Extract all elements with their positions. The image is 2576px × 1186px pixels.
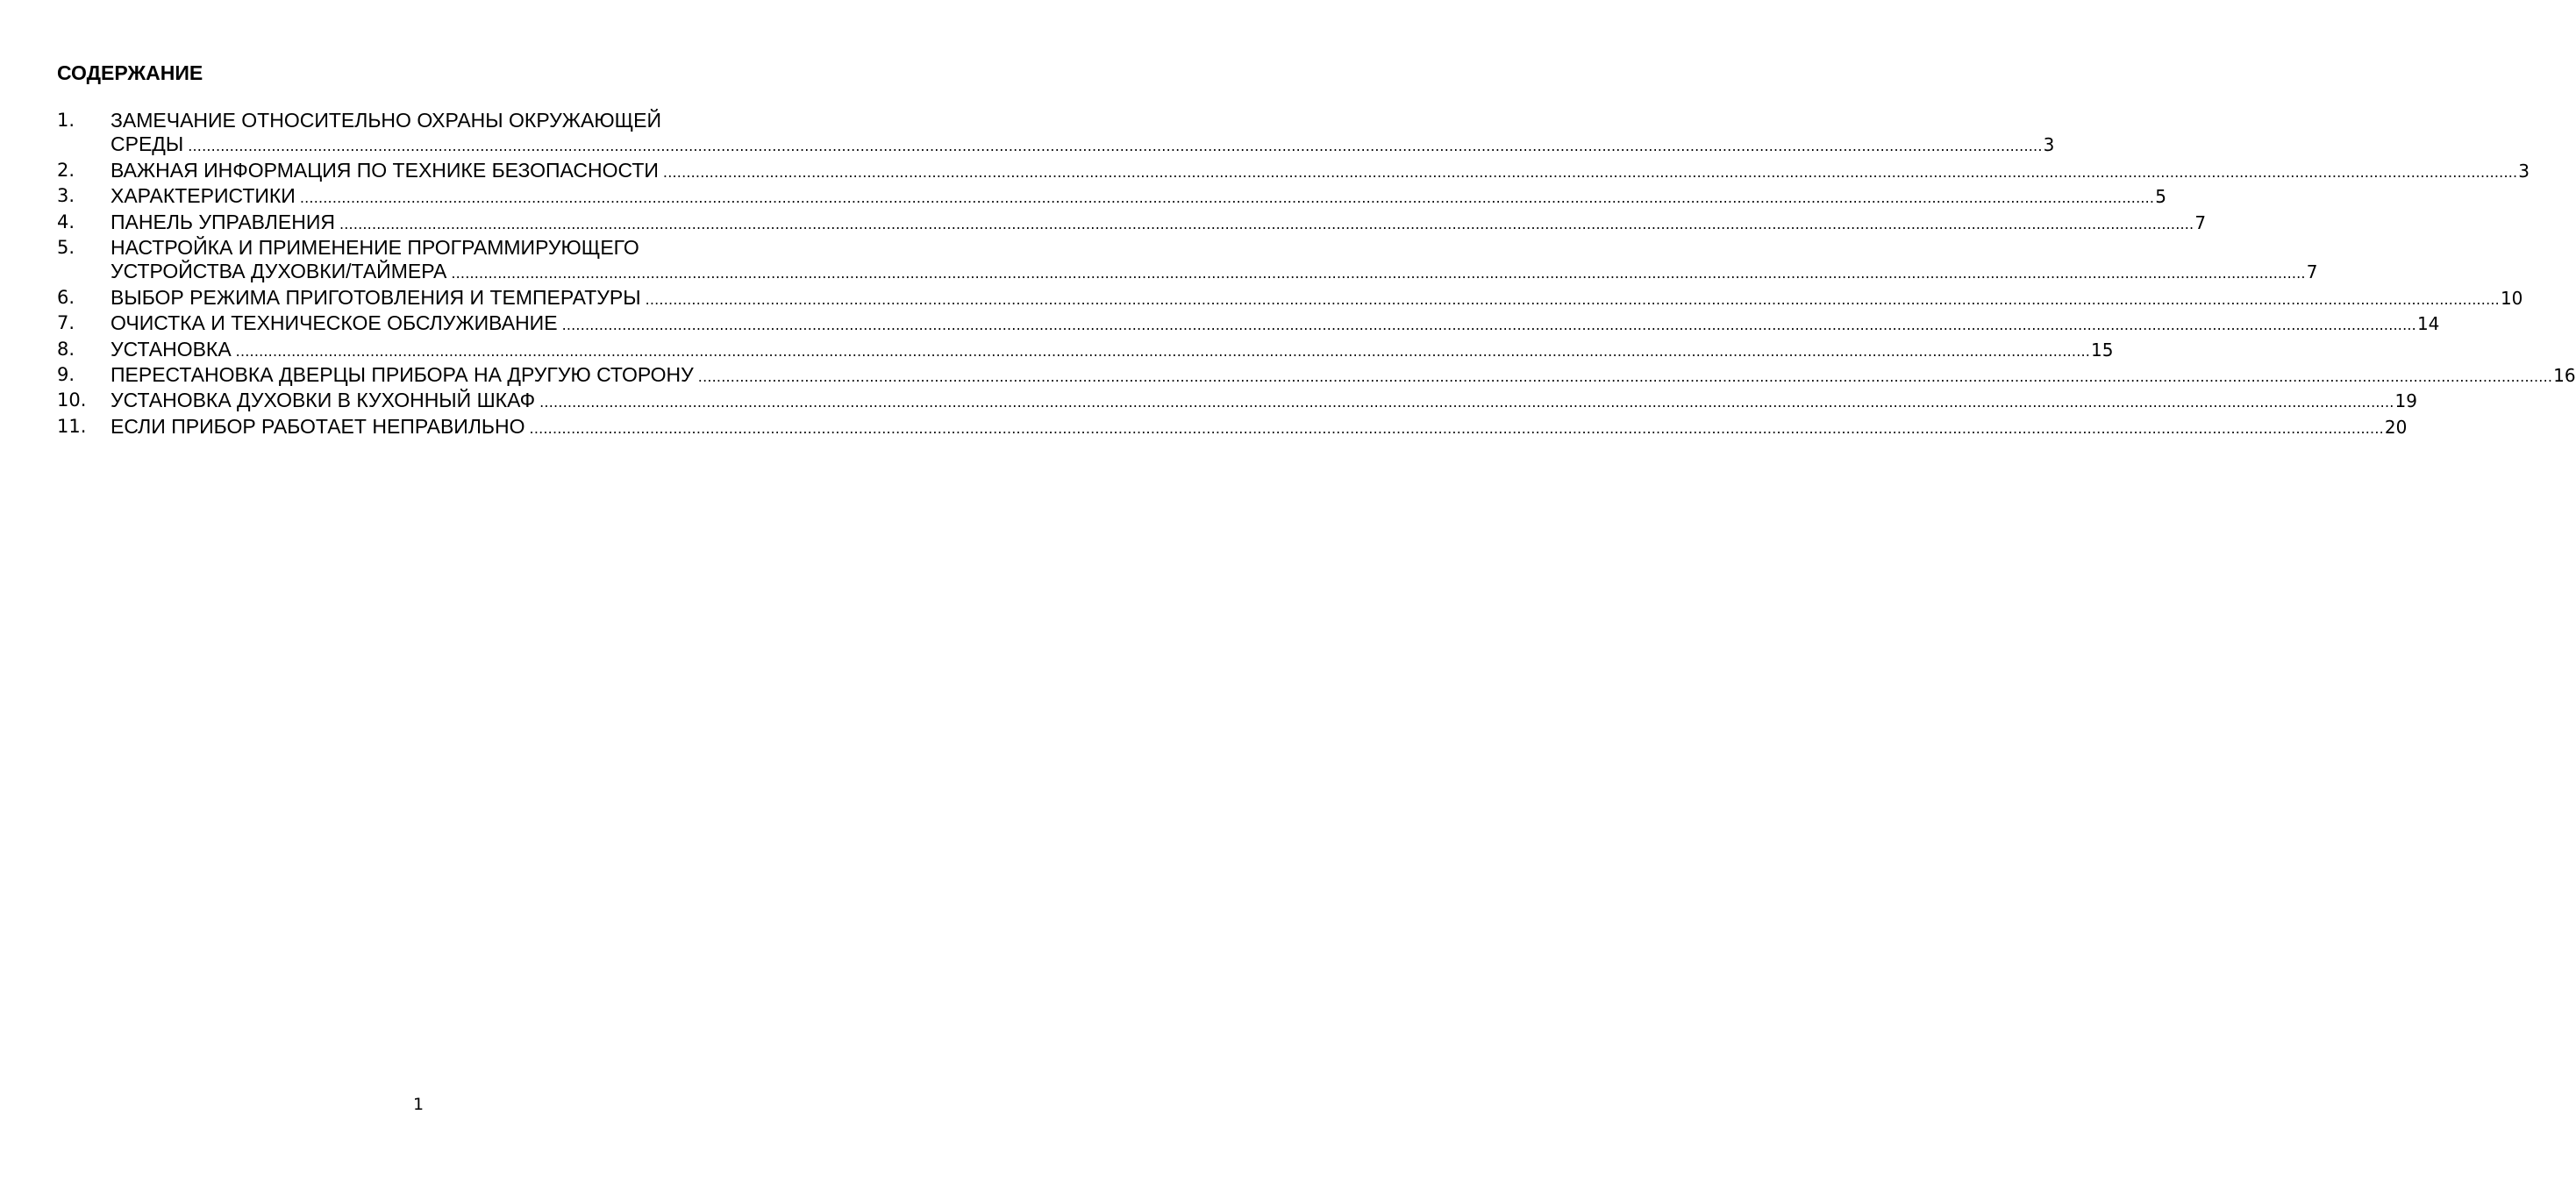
toc-entry[interactable] — [57, 311, 2440, 337]
toc-entry-title: ЕСЛИ ПРИБОР РАБОТАЕТ НЕПРАВИЛЬНО — [111, 414, 525, 438]
toc-entry-title: ОЧИСТКА И ТЕХНИЧЕСКОЕ ОБСЛУЖИВАНИЕ — [111, 311, 558, 335]
toc-entry-number: 7. — [57, 312, 75, 334]
toc-dot-leader: ................................................................................................................................................................................................................................................................................................................................................................................................................ — [529, 419, 2384, 437]
toc-dot-leader: ................................................................................................................................................................................................................................................................................................................................................................................................................ — [561, 317, 2416, 334]
toc-entry-page: 10 — [2500, 287, 2523, 309]
table-of-contents — [57, 109, 2576, 440]
toc-entry-number: 3. — [57, 185, 75, 207]
toc-entry-title: СРЕДЫ — [111, 132, 184, 156]
toc-entry[interactable] — [57, 389, 2417, 414]
toc-entry-number: 2. — [57, 159, 75, 181]
toc-entry[interactable] — [57, 184, 2166, 210]
toc-entry[interactable] — [57, 210, 2207, 236]
toc-entry-page: 3 — [2518, 160, 2530, 182]
toc-entry-page: 14 — [2416, 313, 2440, 335]
toc-dot-leader: ................................................................................................................................................................................................................................................................................................................................................................................................................ — [339, 215, 2194, 232]
toc-dot-leader: ................................................................................................................................................................................................................................................................................................................................................................................................................ — [697, 368, 2553, 386]
toc-dot-leader: ................................................................................................................................................................................................................................................................................................................................................................................................................ — [662, 163, 2518, 181]
toc-entry-number: 9. — [57, 364, 75, 386]
toc-entry-page: 20 — [2384, 416, 2408, 438]
toc-dot-leader: ................................................................................................................................................................................................................................................................................................................................................................................................................ — [451, 265, 2306, 282]
toc-entry-number: 10. — [57, 389, 87, 411]
toc-entry-title: УСТРОЙСТВА ДУХОВКИ/ТАЙМЕРА — [111, 260, 447, 283]
toc-entry-number: 1. — [57, 110, 75, 131]
toc-entry-number: 5. — [57, 237, 75, 259]
toc-entry-title: ВЫБОР РЕЖИМА ПРИГОТОВЛЕНИЯ И ТЕМПЕРАТУРЫ — [111, 285, 641, 309]
toc-entry-title: ХАРАКТЕРИСТИКИ — [111, 184, 296, 208]
toc-entry[interactable] — [57, 337, 2114, 363]
toc-entry-page: 3 — [2043, 134, 2055, 156]
toc-entry-title: УСТАНОВКА ДУХОВКИ В КУХОННЫЙ ШКАФ — [111, 389, 536, 412]
toc-dot-leader: ................................................................................................................................................................................................................................................................................................................................................................................................................ — [188, 138, 2043, 155]
toc-entry-number: 8. — [57, 338, 75, 360]
toc-entry-page: 19 — [2394, 390, 2417, 412]
toc-entry-title: НАСТРОЙКА И ПРИМЕНЕНИЕ ПРОГРАММИРУЮЩЕГО — [111, 236, 639, 260]
toc-entry-number: 6. — [57, 286, 75, 308]
toc-entry-number: 4. — [57, 211, 75, 232]
toc-dot-leader: ................................................................................................................................................................................................................................................................................................................................................................................................................ — [539, 394, 2394, 411]
toc-entry-page: 16 — [2553, 365, 2576, 387]
toc-dot-leader: ................................................................................................................................................................................................................................................................................................................................................................................................................ — [235, 342, 2091, 360]
toc-entry-page: 7 — [2194, 211, 2207, 233]
toc-entry-title: ПАНЕЛЬ УПРАВЛЕНИЯ — [111, 210, 335, 233]
toc-entry-number: 11. — [57, 415, 87, 437]
toc-entry-title: ПЕРЕСТАНОВКА ДВЕРЦЫ ПРИБОРА НА ДРУГУЮ СТОРОНУ — [111, 363, 694, 387]
toc-entry-page: 5 — [2155, 186, 2166, 208]
toc-entry-page: 15 — [2091, 339, 2114, 361]
toc-entry[interactable] — [57, 109, 2055, 159]
toc-entry[interactable] — [57, 285, 2523, 311]
toc-entry-title: ЗАМЕЧАНИЕ ОТНОСИТЕЛЬНО ОХРАНЫ ОКРУЖАЮЩЕЙ — [111, 109, 662, 132]
toc-entry[interactable] — [57, 414, 2408, 440]
toc-entry-title: УСТАНОВКА — [111, 337, 232, 361]
toc-entry[interactable] — [57, 363, 2576, 389]
page-number: 1 — [412, 1095, 425, 1114]
toc-entry[interactable] — [57, 158, 2530, 184]
page-title: СОДЕРЖАНИЕ — [57, 61, 203, 84]
toc-entry[interactable] — [57, 236, 2318, 286]
toc-dot-leader: ................................................................................................................................................................................................................................................................................................................................................................................................................ — [645, 290, 2500, 308]
toc-entry-title: ВАЖНАЯ ИНФОРМАЦИЯ ПО ТЕХНИКЕ БЕЗОПАСНОСТИ — [111, 158, 659, 182]
toc-entry-page: 7 — [2306, 261, 2318, 283]
toc-dot-leader: ................................................................................................................................................................................................................................................................................................................................................................................................................ — [299, 189, 2155, 207]
